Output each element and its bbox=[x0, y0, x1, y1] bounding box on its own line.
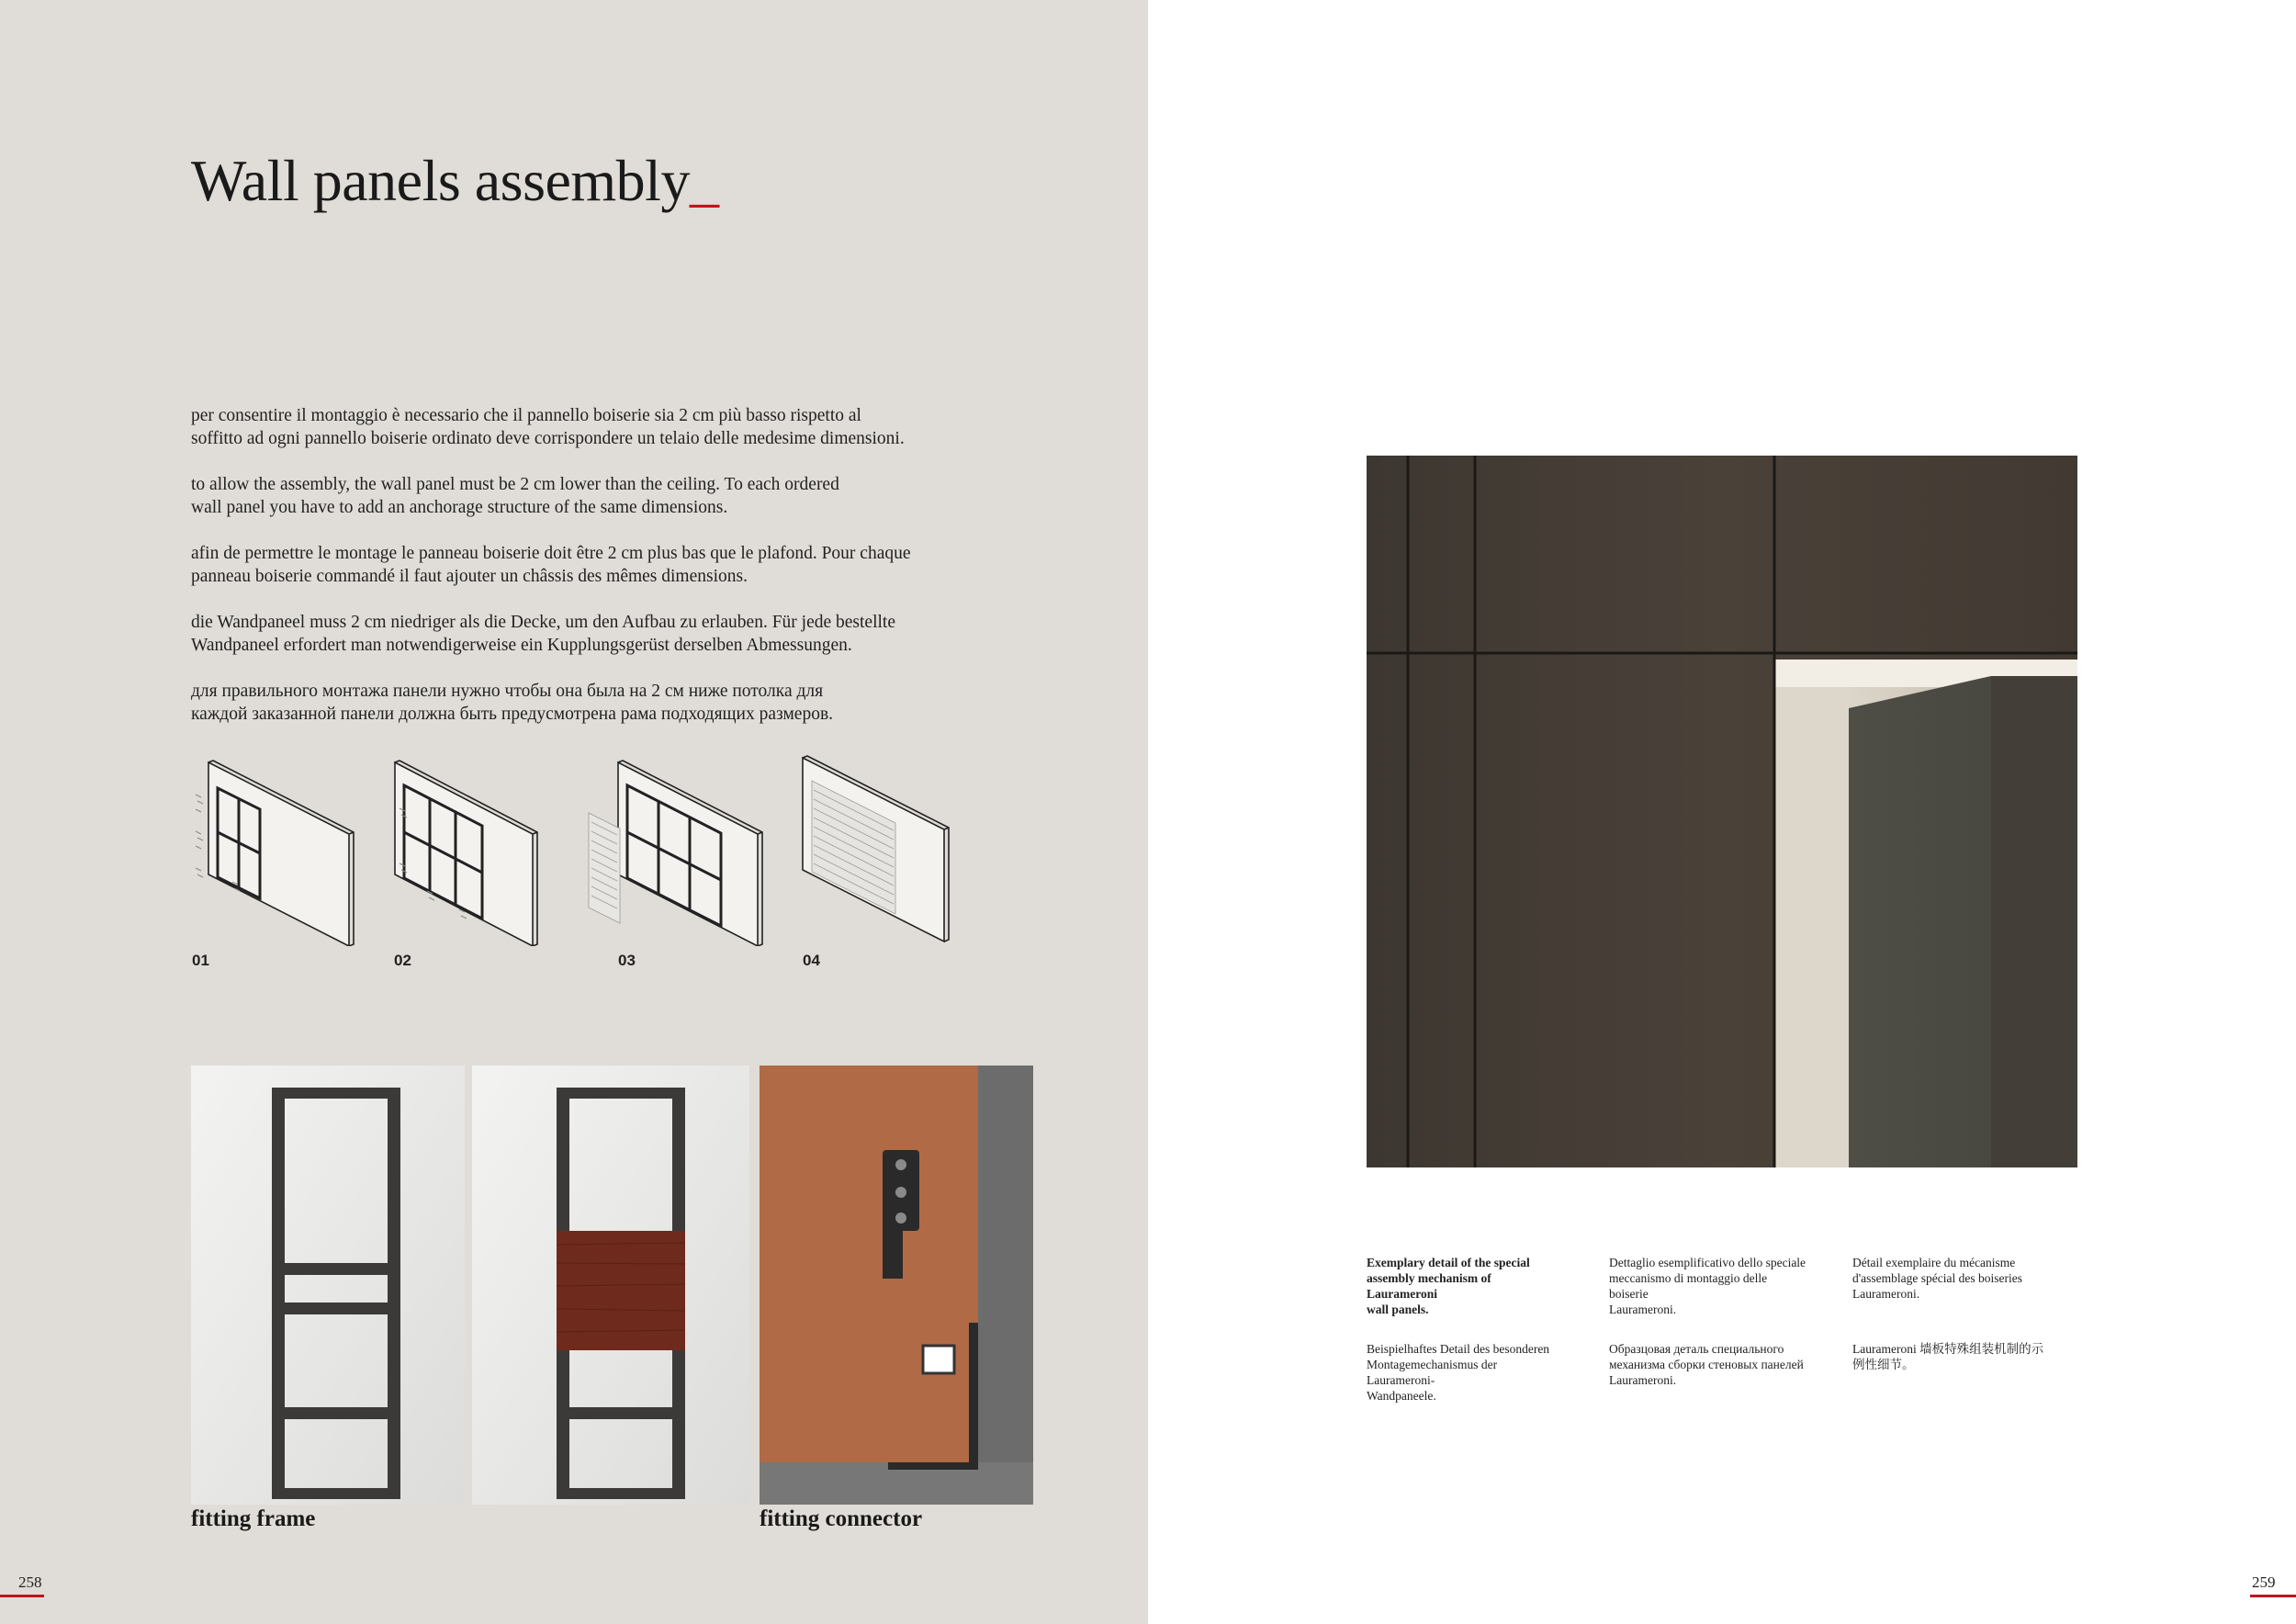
diagram-label: 03 bbox=[618, 952, 636, 969]
page-number-right-bar bbox=[2250, 1595, 2296, 1597]
page-title-text: Wall panels assembly bbox=[191, 148, 690, 213]
caption-line: Exemplary detail of the special bbox=[1367, 1256, 1530, 1269]
wall-frame-step-icon bbox=[188, 753, 363, 946]
paragraph-german bbox=[191, 611, 1018, 657]
fitting-frame-with-panel-photo bbox=[472, 1066, 749, 1505]
wall-frame-step-icon bbox=[390, 753, 546, 946]
paragraph-line: per consentire il montaggio è necessario che il pannello boiserie sia 2 cm più basso rispetto al bbox=[191, 406, 861, 425]
caption-line: Laurameroni. bbox=[1609, 1373, 1677, 1387]
caption-line: d'assemblage spécial des boiseries bbox=[1852, 1271, 2022, 1285]
paragraph-english bbox=[191, 473, 1018, 519]
image-caption-english bbox=[1367, 1255, 1564, 1317]
caption-line: Образцовая деталь специального bbox=[1609, 1342, 1784, 1356]
image-caption-chinese bbox=[1852, 1341, 2050, 1372]
caption-line: Beispielhaftes Detail des besonderen bbox=[1367, 1342, 1550, 1356]
caption-line: Détail exemplaire du mécanisme bbox=[1852, 1256, 2016, 1269]
paragraph-line: to allow the assembly, the wall panel must be 2 cm lower than the ceiling. To each ordered bbox=[191, 475, 839, 494]
image-caption-german bbox=[1367, 1341, 1564, 1404]
diagram-label: 04 bbox=[803, 952, 820, 969]
page-number-left: 258 bbox=[18, 1573, 42, 1591]
caption-line: Dettaglio esemplificativo dello speciale bbox=[1609, 1256, 1806, 1269]
instructions-text bbox=[191, 404, 1018, 749]
paragraph-line: panneau boiserie commandé il faut ajouter un châssis des mêmes dimensions. bbox=[191, 567, 748, 586]
paragraph-line: Wandpaneel erfordert man notwendigerweise ein Kupplungsgerüst derselben Abmessungen. bbox=[191, 636, 852, 655]
page-number-right: 259 bbox=[2252, 1573, 2276, 1591]
title-accent-underscore: _ bbox=[689, 148, 719, 213]
caption-line: 例性细节。 bbox=[1852, 1358, 1915, 1371]
wall-panels-room-photo bbox=[1367, 456, 2077, 1167]
caption-line: Montagemechanismus der Laurameroni- bbox=[1367, 1358, 1498, 1387]
caption-line: Laurameroni. bbox=[1852, 1287, 1920, 1301]
fitting-frame-photo bbox=[191, 1066, 465, 1505]
page-title bbox=[191, 147, 718, 215]
paragraph-line: для правильного монтажа панели нужно чтобы она была на 2 см ниже потолка для bbox=[191, 682, 824, 701]
diagram-label: 01 bbox=[192, 952, 209, 969]
image-caption-italian bbox=[1609, 1255, 1806, 1317]
page-number-left-bar bbox=[0, 1595, 44, 1597]
caption-line: механизма сборки стеновых панелей bbox=[1609, 1358, 1804, 1371]
image-caption-french bbox=[1852, 1255, 2050, 1302]
caption-line: Wandpaneele. bbox=[1367, 1389, 1436, 1403]
caption-line: Laurameroni. bbox=[1609, 1303, 1677, 1316]
fitting-connector-photo bbox=[760, 1066, 1033, 1505]
fitting-connector-caption: fitting connector bbox=[760, 1506, 923, 1531]
paragraph-italian bbox=[191, 404, 1018, 450]
paragraph-line: wall panel you have to add an anchorage structure of the same dimensions. bbox=[191, 498, 728, 517]
fitting-frame-caption: fitting frame bbox=[191, 1506, 316, 1531]
paragraph-russian bbox=[191, 680, 1018, 726]
wall-frame-step-icon bbox=[583, 753, 767, 946]
paragraph-french bbox=[191, 542, 1018, 588]
paragraph-line: afin de permettre le montage le panneau boiserie doit être 2 cm plus bas que le plafond. Pour chaque bbox=[191, 544, 911, 563]
caption-line: assembly mechanism of Laurameroni bbox=[1367, 1271, 1491, 1301]
diagram-label: 02 bbox=[394, 952, 411, 969]
caption-line: Laurameroni 墙板特殊组装机制的示 bbox=[1852, 1342, 2044, 1356]
image-caption-russian bbox=[1609, 1341, 1806, 1388]
paragraph-line: die Wandpaneel muss 2 cm niedriger als die Decke, um den Aufbau zu erlauben. Für jede bestellte bbox=[191, 613, 895, 632]
wall-panel-mounted-icon bbox=[799, 753, 955, 946]
paragraph-line: soffitto ad ogni pannello boiserie ordinato deve corrispondere un telaio delle medesime dimensioni. bbox=[191, 429, 905, 448]
paragraph-line: каждой заказанной панели должна быть предусмотрена рама подходящих размеров. bbox=[191, 705, 834, 724]
caption-line: wall panels. bbox=[1367, 1303, 1429, 1316]
caption-line: meccanismo di montaggio delle boiserie bbox=[1609, 1271, 1768, 1301]
